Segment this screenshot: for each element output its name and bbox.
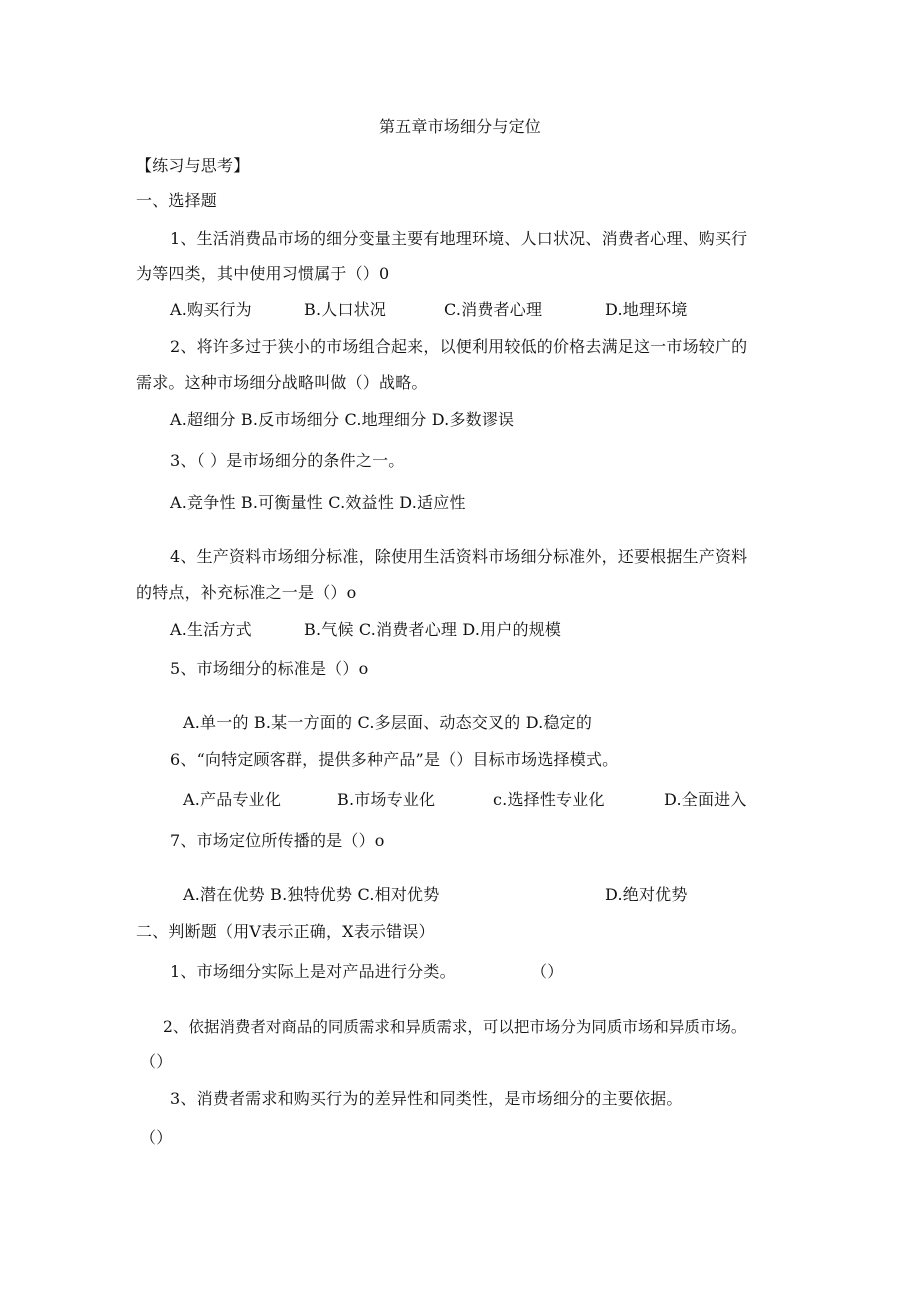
q2-text-line1: 2、将许多过于狭小的市场组合起来，以便利用较低的价格去满足这一市场较广的 [170,337,748,356]
q6-option-d: D.全面进入 [664,790,747,809]
q6-option-b: B.市场专业化 [337,790,436,809]
q1-option-a: A.购买行为 [170,300,252,319]
section-header: 【练习与思考】 [136,156,250,175]
q4-text-line2: 的特点，补充标准之一是（）o [136,583,357,602]
q1-option-b: B.人口状况 [304,300,387,319]
j3-text: 3、消费者需求和购买行为的差异性和同类性，是市场细分的主要依据。 [170,1089,683,1108]
q6-option-c: c.选择性专业化 [493,790,605,809]
j2-answer-bracket: （） [140,1052,173,1071]
q4-text-line1: 4、生产资料市场细分标准，除使用生活资料市场细分标准外，还要根据生产资料 [170,547,748,566]
q7-options-abc: A.潜在优势 B.独特优势 C.相对优势 [183,885,440,904]
q1-option-c: C.消费者心理 [444,300,543,319]
q1-option-d: D.地理环境 [605,300,688,319]
q4-option-a: A.生活方式 [170,620,252,639]
q3-options: A.竞争性 B.可衡量性 C.效益性 D.适应性 [170,493,466,512]
q6-option-a: A.产品专业化 [183,790,282,809]
q3-text: 3、（ ）是市场细分的条件之一。 [170,451,405,470]
q5-options: A.单一的 B.某一方面的 C.多层面、动态交叉的 D.稳定的 [183,713,593,732]
q7-text: 7、市场定位所传播的是（）o [170,831,385,850]
q2-options: A.超细分 B.反市场细分 C.地理细分 D.多数谬误 [170,410,515,429]
j2-text: 2、依据消费者对商品的同质需求和异质需求，可以把市场分为同质市场和异质市场。 [163,1018,747,1036]
part1-heading: 一、选择题 [136,191,218,210]
q5-text: 5、市场细分的标准是（）o [170,659,369,678]
j1-answer-bracket: （） [531,962,564,981]
q4-options-rest: B.气候 C.消费者心理 D.用户的规模 [304,620,562,639]
q2-text-line2: 需求。这种市场细分战略叫做（）战略。 [136,373,428,392]
q6-text: 6、“向特定顾客群，提供多种产品”是（）目标市场选择模式。 [170,750,619,769]
j3-answer-bracket: （） [140,1128,173,1147]
q7-option-d: D.绝对优势 [605,885,688,904]
j1-text: 1、市场细分实际上是对产品进行分类。 [170,962,456,981]
q1-text-line1: 1、生活消费品市场的细分变量主要有地理环境、人口状况、消费者心理、购买行 [170,229,748,248]
q1-text-line2: 为等四类，其中使用习惯属于（）0 [136,264,390,283]
chapter-title: 第五章市场细分与定位 [378,117,541,136]
part2-heading: 二、判断题（用V表示正确，X表示错误） [136,922,435,941]
